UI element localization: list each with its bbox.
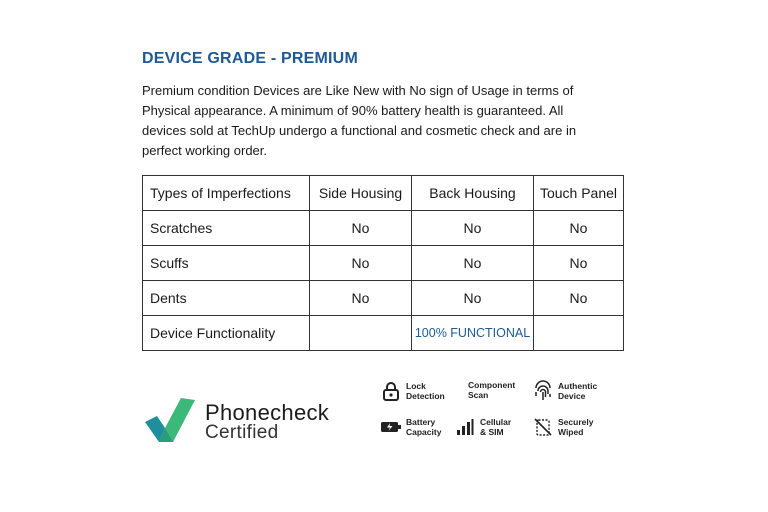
cell-touch: No	[534, 246, 624, 281]
cell-back: No	[412, 211, 534, 246]
cell-touch: No	[534, 211, 624, 246]
feature-label: Lock Detection	[406, 381, 445, 401]
signal-icon	[454, 416, 476, 438]
wipe-icon	[532, 416, 554, 438]
feature-grid	[380, 380, 620, 442]
cell-back: No	[412, 281, 534, 316]
feature-component-scan	[468, 380, 515, 400]
checkmark-icon	[143, 396, 199, 444]
feature-battery-capacity	[380, 416, 441, 438]
brand-certified: Certified	[205, 422, 279, 443]
cell-side: No	[310, 281, 412, 316]
lock-icon	[380, 380, 402, 402]
row-label: Device Functionality	[143, 316, 310, 351]
cell-touch: No	[534, 281, 624, 316]
feature-cellular-sim	[454, 416, 511, 438]
header-back-housing: Back Housing	[412, 176, 534, 211]
battery-icon	[380, 416, 402, 438]
feature-securely-wiped	[532, 416, 593, 438]
phonecheck-logo	[143, 396, 333, 448]
header-side-housing: Side Housing	[310, 176, 412, 211]
table-row	[143, 281, 624, 316]
grade-description: Premium condition Devices are Like New with No sign of Usage in terms of Physical appearance. A minimum of 90% battery health is guaranteed. All devices sold at TechUp undergo a functional and cosmetic check and are in perfect working order.	[142, 83, 577, 158]
brand-name: Phonecheck	[205, 400, 330, 425]
header-types: Types of Imperfections	[143, 176, 310, 211]
row-label: Scratches	[143, 211, 310, 246]
fingerprint-icon	[532, 380, 554, 402]
row-label: Scuffs	[143, 246, 310, 281]
feature-authentic-device	[532, 380, 597, 402]
cell-side	[310, 316, 412, 351]
feature-label: Component Scan	[468, 380, 516, 400]
feature-label: Battery Capacity	[406, 417, 442, 437]
cell-back: No	[412, 246, 534, 281]
table-header-row	[143, 176, 624, 211]
cell-side: No	[310, 211, 412, 246]
functional-status: 100% FUNCTIONAL	[412, 316, 534, 351]
cell-touch	[534, 316, 624, 351]
table-row	[143, 211, 624, 246]
table-row	[143, 246, 624, 281]
imperfections-table	[142, 175, 624, 351]
header-touch-panel: Touch Panel	[534, 176, 624, 211]
table-row-functionality	[143, 316, 624, 351]
page-title: DEVICE GRADE - PREMIUM	[142, 50, 358, 67]
feature-label: Cellular & SIM	[480, 417, 512, 437]
feature-lock-detection	[380, 380, 445, 402]
feature-label: Securely Wiped	[558, 417, 594, 437]
cell-side: No	[310, 246, 412, 281]
row-label: Dents	[143, 281, 310, 316]
feature-label: Authentic Device	[558, 381, 598, 401]
